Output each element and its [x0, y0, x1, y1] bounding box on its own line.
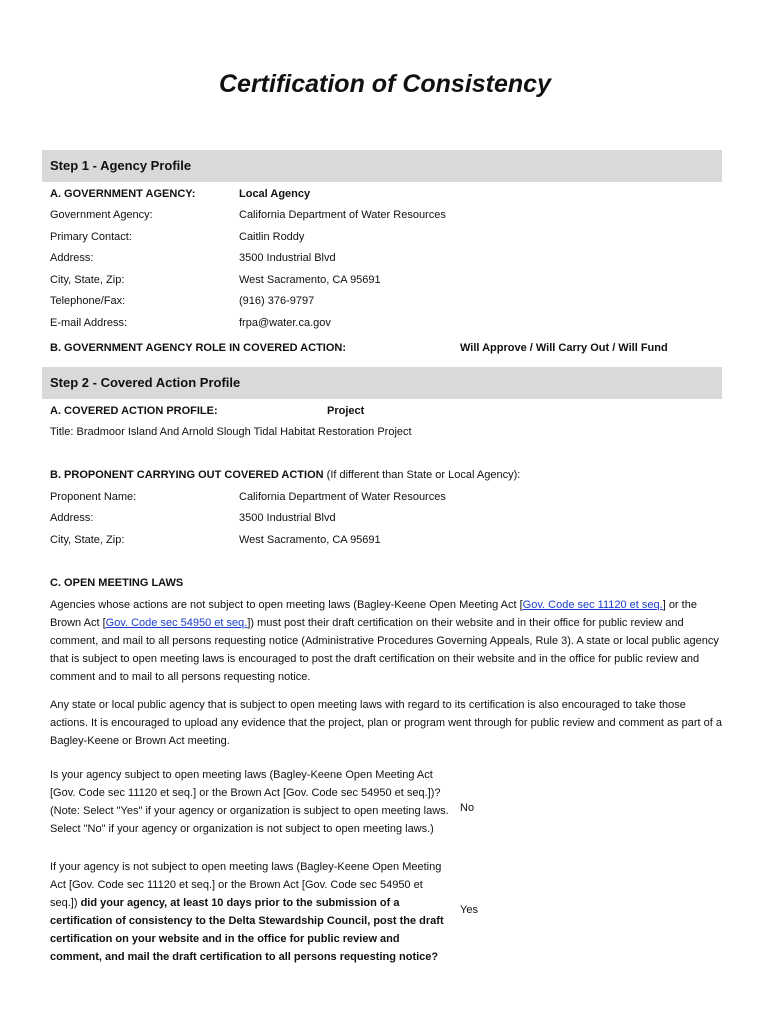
project-title-text: Title: Bradmoor Island And Arnold Slough Tidal Habitat Restoration Project: [50, 426, 412, 438]
field-label: E-mail Address:: [50, 317, 128, 329]
step1-heading: Step 1 - Agency Profile: [42, 150, 722, 182]
gov-agency-value: Local Agency: [239, 188, 311, 200]
field-label: City, State, Zip:: [50, 274, 125, 286]
gov-code-11120-link[interactable]: Gov. Code sec 11120 et seq.: [522, 599, 663, 611]
step2-heading: Step 2 - Covered Action Profile: [42, 367, 722, 399]
proponent-heading: B. PROPONENT CARRYING OUT COVERED ACTION: [50, 469, 324, 481]
field-label: Address:: [50, 512, 94, 524]
field-value: California Department of Water Resources: [239, 491, 446, 503]
agency-row-email: [50, 315, 730, 331]
field-label: Government Agency:: [50, 209, 153, 221]
covered-action-profile-value: Project: [327, 405, 365, 417]
proponent-row-address: [50, 510, 730, 526]
field-label: Primary Contact:: [50, 231, 132, 243]
field-label: City, State, Zip:: [50, 534, 125, 546]
paragraph-text: ] or the Brown Act [: [50, 599, 697, 629]
question-text: If your agency is not subject to open meeting laws (Bagley-Keene Open Meeting Act [Gov. Code sec 11120 et seq.] or the Brown Act [Gov. Code sec 54950 et seq.]): [50, 861, 442, 909]
open-meeting-question-1: Is your agency subject to open meeting laws (Bagley-Keene Open Meeting Act [Gov. Code sec 11120 et seq.] or the Brown Act [Gov. Code sec 54950 et seq.])? (Note: Select "Yes" if your agency or organization is subject to open meeting laws. Select "No" if your agency or organization is not subject to open meeting laws.): [50, 769, 449, 835]
field-label: Proponent Name:: [50, 491, 137, 503]
open-meeting-paragraph-2: Any state or local public agency that is subject to open meeting laws with regard to its certification is also encouraged to take those actions. It is encouraged to upload any evidence that the project, plan or program went through for public review and comment as part of a Bagley-Keene or Brown Act meeting.: [50, 699, 722, 747]
question-text-bold: did your agency, at least 10 days prior to the submission of a certification of consistency to the Delta Stewardship Council, post the draft certification on your website and in the office for public review and comment, and mail the draft certification to all persons requesting notice?: [50, 897, 444, 963]
agency-row-phone: [50, 293, 730, 309]
field-value: West Sacramento, CA 95691: [239, 274, 381, 286]
proponent-note: (If different than State or Local Agency):: [323, 469, 521, 481]
agency-row-address: [50, 250, 730, 266]
document-title: Certification of Consistency: [219, 70, 551, 98]
open-meeting-heading: C. OPEN MEETING LAWS: [50, 577, 184, 589]
proponent-row-city: [50, 532, 730, 548]
open-meeting-paragraph-1: [50, 596, 722, 686]
agency-row-city: [50, 272, 730, 288]
field-label: Telephone/Fax:: [50, 295, 126, 307]
paragraph-text: Agencies whose actions are not subject to open meeting laws (Bagley-Keene Open Meeting Act [: [50, 599, 523, 611]
field-value: 3500 Industrial Blvd: [239, 512, 336, 524]
field-value: West Sacramento, CA 95691: [239, 534, 381, 546]
question-1-answer: No: [460, 802, 475, 814]
agency-role-value: Will Approve / Will Carry Out / Will Fund: [460, 342, 668, 354]
project-title: [50, 424, 730, 440]
field-value: Caitlin Roddy: [239, 231, 305, 243]
paragraph-text: ]) must post their draft certification on their website and in their office for public review and comment, and mail to all persons requesting notice (Administrative Procedures Governing Appeals, Rule 3). A state or local public agency that is subject to open meeting laws is encouraged to post the draft certification on their website and in the office for public review and comment and to mail to all persons requesting notice.: [50, 617, 719, 683]
agency-role-row: [50, 340, 730, 356]
open-meeting-question-2: [50, 858, 450, 966]
field-value: California Department of Water Resources: [239, 209, 446, 221]
covered-action-profile-row: [50, 403, 730, 419]
gov-agency-row: [50, 186, 730, 202]
proponent-heading-row: [50, 467, 730, 483]
agency-row-contact: [50, 229, 730, 245]
field-label: Address:: [50, 252, 94, 264]
covered-action-profile-label: A. COVERED ACTION PROFILE:: [50, 405, 218, 417]
email-value: frpa@water.ca.gov: [239, 317, 331, 329]
question-2-answer: Yes: [460, 904, 478, 916]
field-value: (916) 376-9797: [239, 295, 315, 307]
agency-row-government: [50, 207, 730, 223]
proponent-row-name: [50, 489, 730, 505]
agency-role-label: B. GOVERNMENT AGENCY ROLE IN COVERED ACTION:: [50, 342, 347, 354]
field-value: 3500 Industrial Blvd: [239, 252, 336, 264]
gov-code-54950-link[interactable]: Gov. Code sec 54950 et seq.: [105, 617, 248, 629]
gov-agency-label: A. GOVERNMENT AGENCY:: [50, 188, 196, 200]
